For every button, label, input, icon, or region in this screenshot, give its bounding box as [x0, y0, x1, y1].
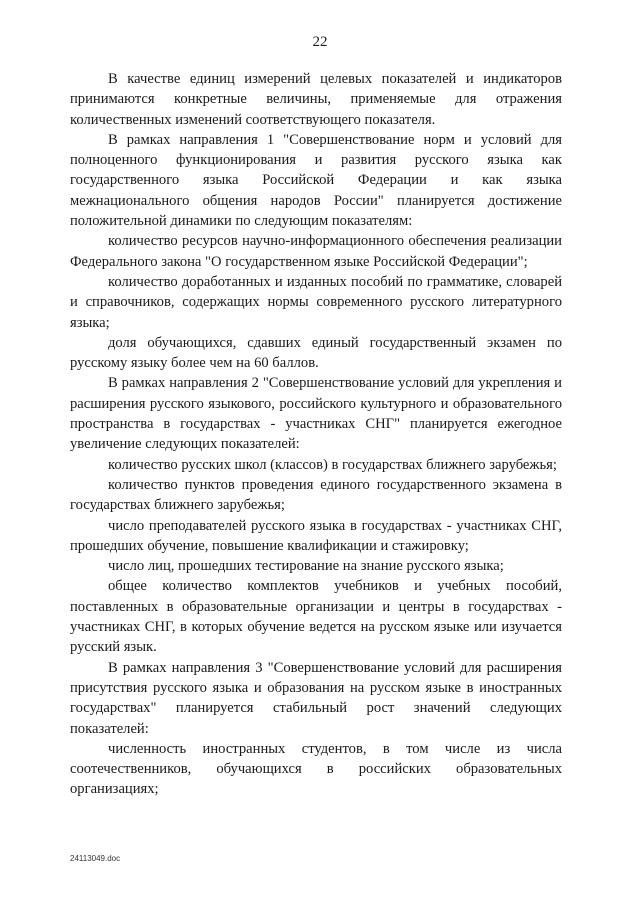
paragraph: общее количество комплектов учебников и учебных пособий, поставленных в образовательные организации и центры в государствах - участниках СНГ, в которых обучение ведется на русском языке или изучается русский язык. — [70, 578, 562, 656]
paragraph: количество ресурсов научно-информационного обеспечения реализации Федерального закона "О государственном языке Российской Федерации"; — [70, 233, 562, 270]
paragraph: В рамках направления 2 "Совершенствование условий для укрепления и расширения русского языкового, российского культурного и образовательного пространства в государствах - участниках СНГ" планируется ежегодное увеличение следующих показателей: — [70, 375, 562, 453]
paragraph: число преподавателей русского языка в государствах - участниках СНГ, прошедших обучение, повышение квалификации и стажировку; — [70, 517, 562, 554]
paragraph: В качестве единиц измерений целевых показателей и индикаторов принимаются конкретные величины, применяемые для отражения количественных изменений соответствующего показателя. — [70, 71, 562, 128]
paragraph: численность иностранных студентов, в том числе из числа соотечественников, обучающихся в российских образовательных организациях; — [70, 740, 562, 798]
document-body — [70, 69, 562, 800]
paragraph: количество пунктов проведения единого государственного экзамена в государствах ближнего зарубежья; — [70, 476, 562, 514]
paragraph: количество доработанных и изданных пособий по грамматике, словарей и справочников, содержащих нормы современного русского литературного языка; — [70, 273, 562, 331]
paragraph: количество русских школ (классов) в государствах ближнего зарубежья; — [108, 456, 557, 473]
paragraph: В рамках направления 1 "Совершенствование норм и условий для полноценного функционирования и развития русского языка как государственного языка Российской Федерации и как языка межнационального общения народов России" планируется достижение положительной динамики по следующим показателям: — [70, 131, 562, 230]
paragraph: число лиц, прошедших тестирование на знание русского языка; — [108, 558, 504, 575]
page-number: 22 — [312, 34, 328, 50]
paragraph: В рамках направления 3 "Совершенствование условий для расширения присутствия русского языка и образования на русском языке в иностранных государствах" планируется стабильный рост значений следующих показателей: — [70, 659, 562, 737]
paragraph: доля обучающихся, сдавших единый государственный экзамен по русскому языку более чем на 60 баллов. — [70, 334, 562, 372]
footer-filename: 24113049.doc — [70, 854, 121, 863]
